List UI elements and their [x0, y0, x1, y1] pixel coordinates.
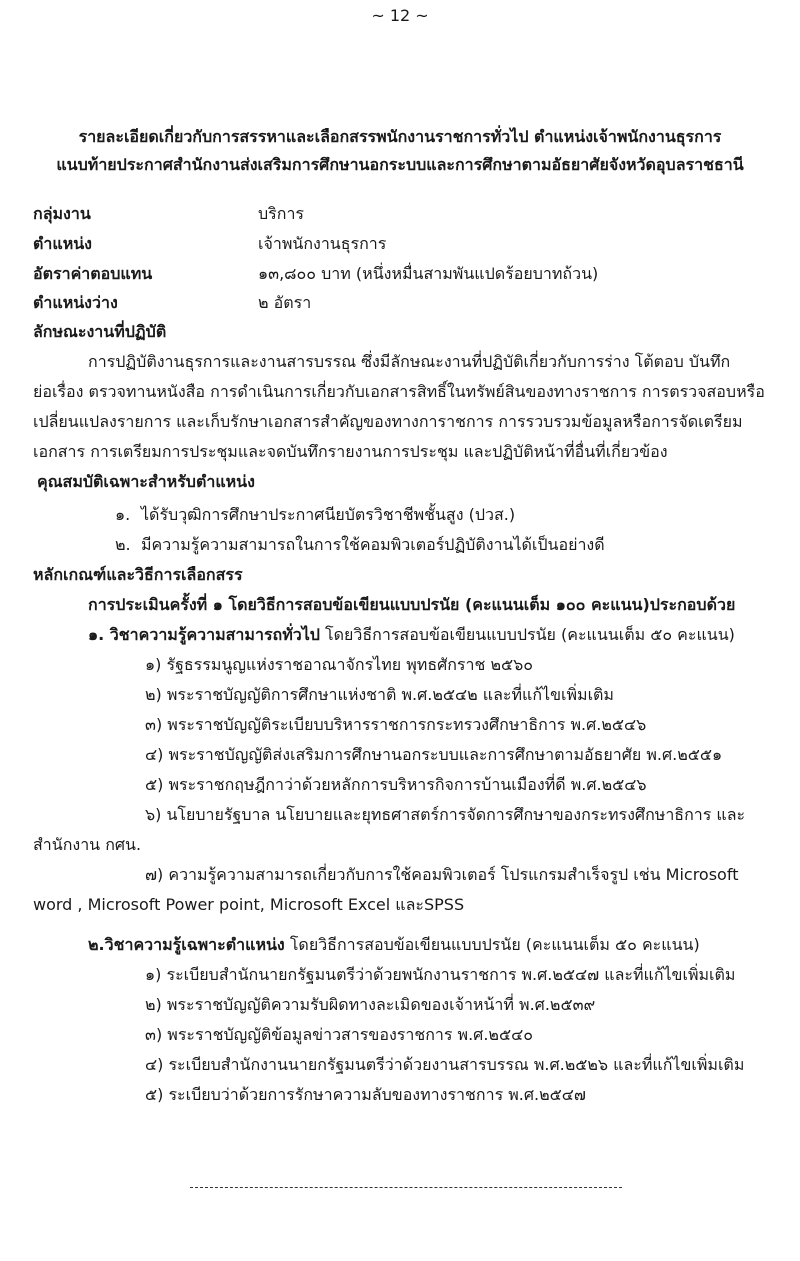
- footer-divider: [190, 1187, 622, 1188]
- subject-2-item: ๓) พระราชบัญญัติข้อมูลข่าวสารของราชการ พ.ศ.๒๕๔๐: [145, 1025, 533, 1044]
- subject-2-item: ๒) พระราชบัญญัติความรับผิดทางละเมิดของเจ้าหน้าที่ พ.ศ.๒๕๓๙: [145, 995, 596, 1014]
- subject-2-item: ๕) ระเบียบว่าด้วยการรักษาความลับของทางราชการ พ.ศ.๒๕๔๗: [145, 1085, 586, 1104]
- subject-1-item: ๒) พระราชบัญญัติการศึกษาแห่งชาติ พ.ศ.๒๕๔๒ และที่แก้ไขเพิ่มเติม: [145, 685, 614, 704]
- subject-1-title: ๑. วิชาความรู้ความสามารถทั่วไป: [88, 625, 320, 644]
- subject-2-title: ๒.วิชาความรู้เฉพาะตำแหน่ง: [88, 935, 285, 954]
- subject-1-item-cont: สำนักงาน กศน.: [33, 835, 142, 854]
- field-label: กลุ่มงาน: [33, 204, 91, 223]
- field-value: ๒ อัตรา: [258, 293, 312, 312]
- duties-line: ย่อเรื่อง ตรวจทานหนังสือ การดำเนินการเกี่ยวกับเอกสารสิทธิ์ในทรัพย์สินของทางราชการ การตรวจสอบหรือ: [33, 382, 765, 401]
- subject-1-item: ๗) ความรู้ความสามารถเกี่ยวกับการใช้คอมพิวเตอร์ โปรแกรมสำเร็จรูป เช่น Microsoft: [145, 865, 739, 884]
- subject-1-item: ๕) พระราชกฤษฎีกาว่าด้วยหลักการบริหารกิจการบ้านเมืองที่ดี พ.ศ.๒๕๔๖: [145, 775, 647, 794]
- qualification-text: ได้รับวุฒิการศึกษาประกาศนียบัตรวิชาชีพชั้นสูง (ปวส.): [141, 505, 516, 524]
- subject-1-item-cont: word , Microsoft Power point, Microsoft Excel และSPSS: [33, 895, 465, 914]
- selection-heading: หลักเกณฑ์และวิธีการเลือกสรร: [33, 565, 243, 584]
- qualification-text: มีความรู้ความสามารถในการใช้คอมพิวเตอร์ปฏิบัติงานได้เป็นอย่างดี: [141, 535, 605, 554]
- qualification-number: ๒.: [115, 535, 131, 554]
- title-line-1: รายละเอียดเกี่ยวกับการสรรหาและเลือกสรรพนักงานราชการทั่วไป ตำแหน่งเจ้าพนักงานธุรการ: [78, 127, 722, 146]
- subject-1-method: โดยวิธีการสอบข้อเขียนแบบปรนัย (คะแนนเต็ม ๕๐ คะแนน): [319, 625, 735, 644]
- subject-2-item: ๔) ระเบียบสำนักงานนายกรัฐมนตรีว่าด้วยงานสารบรรณ พ.ศ.๒๕๒๖ และที่แก้ไขเพิ่มเติม: [145, 1055, 745, 1074]
- field-value: ๑๓,๘๐๐ บาท (หนึ่งหมื่นสามพันแปดร้อยบาทถ้วน): [258, 264, 599, 283]
- duties-line: การปฏิบัติงานธุรการและงานสารบรรณ ซึ่งมีลักษณะงานที่ปฏิบัติเกี่ยวกับการร่าง โต้ตอบ บันทึก: [88, 352, 731, 371]
- field-value: บริการ: [258, 204, 305, 223]
- duties-line: เปลี่ยนแปลงรายการ และเก็บรักษาเอกสารสำคัญของทางการาชการ การรวบรวมข้อมูลหรือการจัดเตรียม: [33, 412, 743, 431]
- subject-1-item: ๔) พระราชบัญญัติส่งเสริมการศึกษานอกระบบและการศึกษาตามอัธยาศัย พ.ศ.๒๕๕๑: [145, 745, 723, 764]
- duties-heading: ลักษณะงานที่ปฏิบัติ: [33, 322, 167, 341]
- subject-1-item: ๓) พระราชบัญญัติระเบียบบริหารราชการกระทรวงศึกษาธิการ พ.ศ.๒๕๔๖: [145, 715, 647, 734]
- page-number: ~ 12 ~: [371, 6, 429, 25]
- assessment-line: การประเมินครั้งที่ ๑ โดยวิธีการสอบข้อเขียนแบบปรนัย (คะแนนเต็ม ๑๐๐ คะแนน)ประกอบด้วย: [88, 595, 736, 614]
- subject-1-item: ๑) รัฐธรรมนูญแห่งราชอาณาจักรไทย พุทธศักราช ๒๕๖๐: [145, 655, 534, 674]
- field-label: ตำแหน่งว่าง: [33, 293, 118, 312]
- field-value: เจ้าพนักงานธุรการ: [258, 234, 387, 253]
- subject-2-method: โดยวิธีการสอบข้อเขียนแบบปรนัย (คะแนนเต็ม ๕๐ คะแนน): [284, 935, 700, 954]
- subject-2: [88, 934, 700, 956]
- field-label: ตำแหน่ง: [33, 234, 92, 253]
- title-line-2: แนบท้ายประกาศสำนักงานส่งเสริมการศึกษานอกระบบและการศึกษาตามอัธยาศัยจังหวัดอุบลราชธานี: [56, 155, 744, 174]
- qualification-number: ๑.: [115, 505, 131, 524]
- subject-1-item: ๖) นโยบายรัฐบาล นโยบายและยุทธศาสตร์การจัดการศึกษาของกระทรงศึกษาธิการ และ: [145, 805, 746, 824]
- qualifications-heading: คุณสมบัติเฉพาะสำหรับตำแหน่ง: [37, 472, 255, 491]
- duties-line: เอกสาร การเตรียมการประชุมและจดบันทึกรายงานการประชุม และปฏิบัติหน้าที่อื่นที่เกี่ยวข้อง: [33, 442, 668, 461]
- field-label: อัตราค่าตอบแทน: [33, 264, 153, 283]
- subject-1: [88, 624, 735, 646]
- subject-2-item: ๑) ระเบียบสำนักนายกรัฐมนตรีว่าด้วยพนักงานราชการ พ.ศ.๒๕๔๗ และที่แก้ไขเพิ่มเติม: [145, 965, 736, 984]
